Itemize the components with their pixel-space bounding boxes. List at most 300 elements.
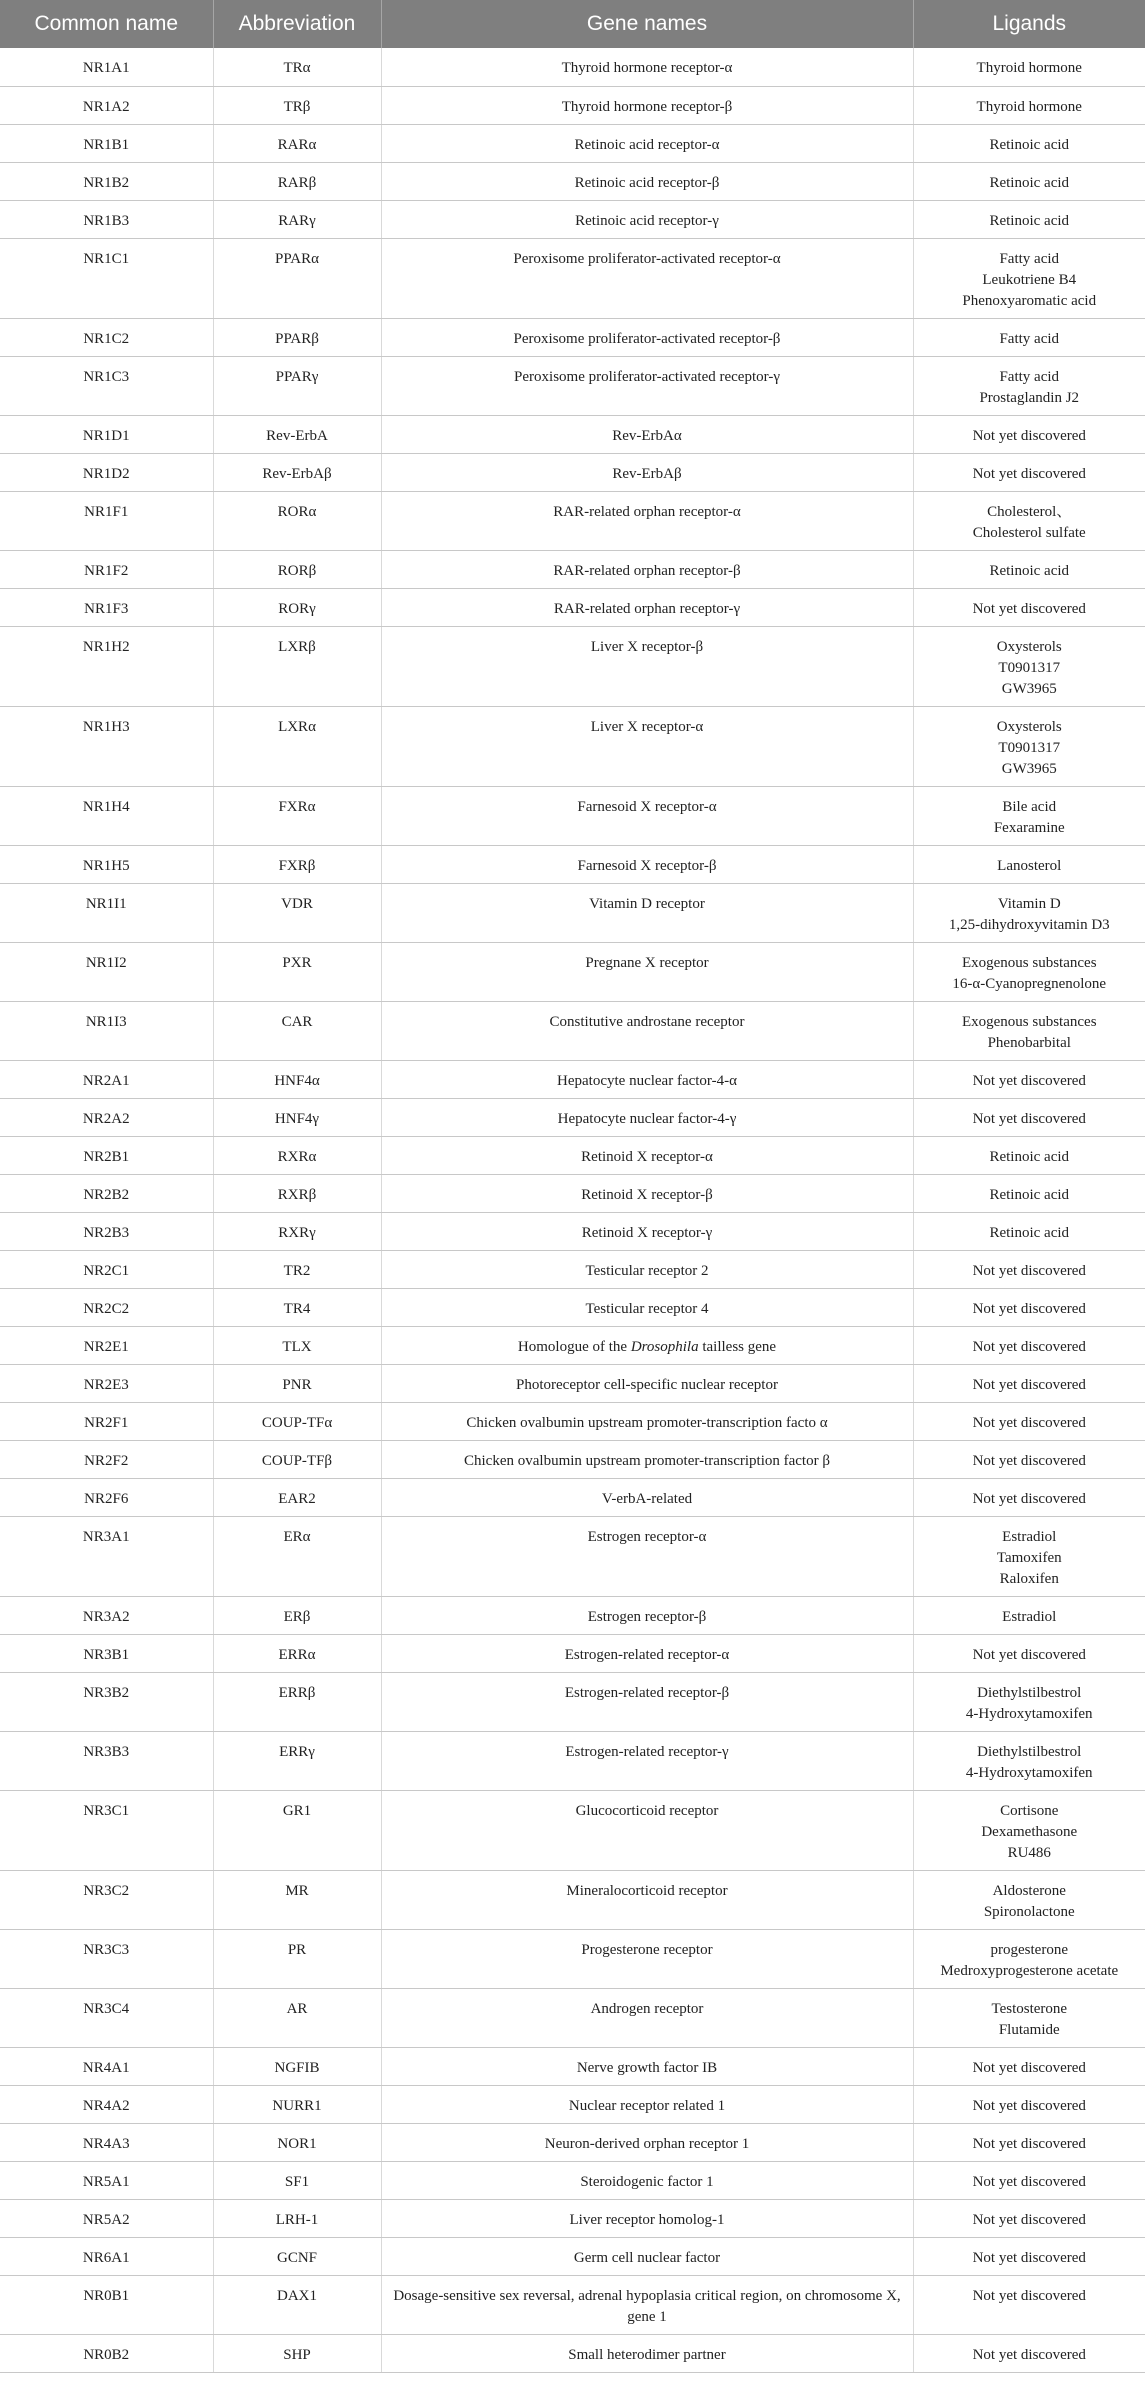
cell-ligands (913, 1731, 1145, 1790)
cell-gene-name: Peroxisome proliferator-activated receptor-α (381, 238, 913, 318)
cell-ligands (913, 1478, 1145, 1516)
cell-abbreviation: LXRβ (213, 626, 381, 706)
cell-common-name: NR2A2 (0, 1098, 213, 1136)
table-row (0, 1790, 1145, 1870)
cell-gene-name: V-erbA-related (381, 1478, 913, 1516)
ligand-line: Medroxyprogesterone acetate (940, 1962, 1119, 1979)
cell-gene-name: Vitamin D receptor (381, 883, 913, 942)
cell-gene-name: RAR-related orphan receptor-α (381, 491, 913, 550)
cell-abbreviation: TRβ (213, 86, 381, 124)
cell-abbreviation: PPARγ (213, 356, 381, 415)
ligand-line: 4-Hydroxytamoxifen (965, 1764, 1093, 1781)
cell-common-name: NR3B1 (0, 1634, 213, 1672)
cell-common-name: NR1I1 (0, 883, 213, 942)
cell-abbreviation: RXRβ (213, 1174, 381, 1212)
ligand-line: Aldosterone (992, 1882, 1066, 1899)
table-row (0, 491, 1145, 550)
cell-gene-name: RAR-related orphan receptor-γ (381, 588, 913, 626)
cell-abbreviation: GR1 (213, 1790, 381, 1870)
cell-ligands (913, 706, 1145, 786)
table-row (0, 706, 1145, 786)
cell-common-name: NR1H4 (0, 786, 213, 845)
cell-ligands (913, 1440, 1145, 1478)
cell-abbreviation: RXRα (213, 1136, 381, 1174)
ligand-line: Phenobarbital (987, 1034, 1071, 1051)
cell-ligands (913, 86, 1145, 124)
cell-abbreviation: COUP-TFα (213, 1402, 381, 1440)
table-row (0, 1326, 1145, 1364)
gene-name-part: Homologue of the (517, 1338, 631, 1355)
ligand-line: Not yet discovered (972, 2135, 1086, 2152)
cell-common-name: NR1C3 (0, 356, 213, 415)
ligand-line: Diethylstilbestrol (977, 1743, 1082, 1760)
table-row (0, 845, 1145, 883)
cell-ligands (913, 1326, 1145, 1364)
cell-common-name: NR1B3 (0, 200, 213, 238)
cell-ligands (913, 2161, 1145, 2199)
cell-ligands (913, 1516, 1145, 1596)
ligand-line: Not yet discovered (972, 1110, 1086, 1127)
header-gene-names: Gene names (381, 0, 913, 48)
cell-gene-name: Estrogen receptor-α (381, 1516, 913, 1596)
ligand-line: Not yet discovered (972, 2173, 1086, 2190)
ligand-line: Not yet discovered (972, 1300, 1086, 1317)
cell-common-name: NR2E1 (0, 1326, 213, 1364)
cell-ligands (913, 238, 1145, 318)
cell-abbreviation: HNF4α (213, 1060, 381, 1098)
cell-gene-name: Neuron-derived orphan receptor 1 (381, 2123, 913, 2161)
ligand-line: Not yet discovered (972, 427, 1086, 444)
cell-abbreviation: DAX1 (213, 2275, 381, 2334)
cell-common-name: NR1F1 (0, 491, 213, 550)
cell-ligands (913, 2275, 1145, 2334)
table-row (0, 48, 1145, 86)
cell-abbreviation: RORβ (213, 550, 381, 588)
cell-ligands (913, 2237, 1145, 2275)
cell-gene-name: Constitutive androstane receptor (381, 1001, 913, 1060)
cell-abbreviation: ERRγ (213, 1731, 381, 1790)
cell-common-name: NR1H5 (0, 845, 213, 883)
table-row (0, 550, 1145, 588)
cell-common-name: NR1B1 (0, 124, 213, 162)
cell-gene-name: Glucocorticoid receptor (381, 1790, 913, 1870)
ligand-line: Spironolactone (983, 1903, 1075, 1920)
cell-gene-name: Farnesoid X receptor-α (381, 786, 913, 845)
table-row (0, 2275, 1145, 2334)
ligand-line: RU486 (1007, 1844, 1051, 1861)
ligand-line: Phenoxyaromatic acid (962, 292, 1097, 309)
cell-abbreviation: FXRα (213, 786, 381, 845)
cell-ligands (913, 1988, 1145, 2047)
cell-abbreviation: RORγ (213, 588, 381, 626)
table-row (0, 1516, 1145, 1596)
table-row (0, 1212, 1145, 1250)
ligand-line: T0901317 (998, 739, 1061, 756)
cell-common-name: NR5A2 (0, 2199, 213, 2237)
cell-common-name: NR1I2 (0, 942, 213, 1001)
cell-abbreviation: Rev-ErbA (213, 415, 381, 453)
cell-gene-name: Chicken ovalbumin upstream promoter-transcription factor β (381, 1440, 913, 1478)
cell-ligands (913, 1174, 1145, 1212)
cell-ligands (913, 453, 1145, 491)
cell-common-name: NR3C3 (0, 1929, 213, 1988)
cell-ligands (913, 2123, 1145, 2161)
table-row (0, 2161, 1145, 2199)
cell-ligands (913, 786, 1145, 845)
table-row (0, 238, 1145, 318)
cell-gene-name: Mineralocorticoid receptor (381, 1870, 913, 1929)
cell-gene-name: Retinoic acid receptor-β (381, 162, 913, 200)
table-row (0, 2123, 1145, 2161)
cell-abbreviation: EAR2 (213, 1478, 381, 1516)
table-row (0, 1402, 1145, 1440)
cell-common-name: NR6A1 (0, 2237, 213, 2275)
ligand-line: Tamoxifen (996, 1549, 1062, 1566)
ligand-line: Fexaramine (993, 819, 1065, 836)
cell-gene-name: Photoreceptor cell-specific nuclear receptor (381, 1364, 913, 1402)
cell-ligands (913, 883, 1145, 942)
table-row (0, 1929, 1145, 1988)
cell-gene-name: Estrogen receptor-β (381, 1596, 913, 1634)
cell-gene-name: Liver X receptor-β (381, 626, 913, 706)
cell-abbreviation: TRα (213, 48, 381, 86)
header-row (0, 0, 1145, 48)
cell-abbreviation: MR (213, 1870, 381, 1929)
table-row (0, 1440, 1145, 1478)
cell-abbreviation: VDR (213, 883, 381, 942)
cell-ligands (913, 550, 1145, 588)
cell-ligands (913, 1288, 1145, 1326)
cell-ligands (913, 1596, 1145, 1634)
ligand-line: Not yet discovered (972, 2097, 1086, 2114)
ligand-line: Retinoic acid (989, 1224, 1070, 1241)
table-row (0, 588, 1145, 626)
cell-gene-name: Dosage-sensitive sex reversal, adrenal hypoplasia critical region, on chromosome X, gene 1 (381, 2275, 913, 2334)
cell-ligands (913, 356, 1145, 415)
header-ligands: Ligands (913, 0, 1145, 48)
ligand-line: Testosterone (991, 2000, 1068, 2017)
cell-gene-name: Liver X receptor-α (381, 706, 913, 786)
cell-common-name: NR3C2 (0, 1870, 213, 1929)
cell-gene-name: Small heterodimer partner (381, 2334, 913, 2372)
table-row (0, 1364, 1145, 1402)
table-row (0, 626, 1145, 706)
cell-ligands (913, 2047, 1145, 2085)
cell-gene-name: Retinoid X receptor-β (381, 1174, 913, 1212)
ligand-line: 1,25-dihydroxyvitamin D3 (948, 916, 1110, 933)
table-row (0, 356, 1145, 415)
table-body (0, 48, 1145, 2372)
table-row (0, 1478, 1145, 1516)
cell-common-name: NR1F2 (0, 550, 213, 588)
cell-common-name: NR1I3 (0, 1001, 213, 1060)
cell-abbreviation: SF1 (213, 2161, 381, 2199)
ligand-line: Thyroid hormone (976, 98, 1082, 115)
cell-abbreviation: TR4 (213, 1288, 381, 1326)
ligand-line: Vitamin D (997, 895, 1061, 912)
table-row (0, 2334, 1145, 2372)
cell-gene-name (381, 1326, 913, 1364)
gene-name-italic: Drosophila (630, 1338, 699, 1355)
cell-abbreviation: RARβ (213, 162, 381, 200)
table-row (0, 942, 1145, 1001)
ligand-line: Not yet discovered (972, 2346, 1086, 2363)
cell-ligands (913, 2334, 1145, 2372)
ligand-line: GW3965 (1001, 680, 1057, 697)
cell-ligands (913, 1250, 1145, 1288)
ligand-line: Fatty acid (999, 368, 1060, 385)
cell-ligands (913, 1672, 1145, 1731)
cell-gene-name: Rev-ErbAα (381, 415, 913, 453)
cell-ligands (913, 200, 1145, 238)
cell-gene-name: Hepatocyte nuclear factor-4-α (381, 1060, 913, 1098)
ligand-line: Oxysterols (996, 718, 1062, 735)
ligand-line: Retinoic acid (989, 1148, 1070, 1165)
cell-abbreviation: RARα (213, 124, 381, 162)
ligand-line: Not yet discovered (972, 1490, 1086, 1507)
cell-gene-name: Retinoic acid receptor-α (381, 124, 913, 162)
ligand-line: Not yet discovered (972, 1414, 1086, 1431)
table-row (0, 1001, 1145, 1060)
cell-abbreviation: NOR1 (213, 2123, 381, 2161)
cell-common-name: NR1F3 (0, 588, 213, 626)
ligand-line: 16-α-Cyanopregnenolone (952, 975, 1107, 992)
table-row (0, 1596, 1145, 1634)
cell-ligands (913, 626, 1145, 706)
ligand-line: progesterone (990, 1941, 1068, 1958)
cell-common-name: NR2B1 (0, 1136, 213, 1174)
table-row (0, 2085, 1145, 2123)
ligand-line: Estradiol (1002, 1528, 1057, 1545)
ligand-line: Fatty acid (999, 250, 1060, 267)
cell-abbreviation: PNR (213, 1364, 381, 1402)
cell-gene-name: Testicular receptor 2 (381, 1250, 913, 1288)
cell-abbreviation: COUP-TFβ (213, 1440, 381, 1478)
cell-common-name: NR2C1 (0, 1250, 213, 1288)
cell-gene-name: Androgen receptor (381, 1988, 913, 2047)
ligand-line: Retinoic acid (989, 1186, 1070, 1203)
table-row (0, 86, 1145, 124)
ligand-line: Retinoic acid (989, 562, 1070, 579)
cell-common-name: NR1D2 (0, 453, 213, 491)
ligand-line: Retinoic acid (989, 212, 1070, 229)
ligand-line: Retinoic acid (989, 136, 1070, 153)
cell-common-name: NR2F6 (0, 1478, 213, 1516)
cell-abbreviation: ERRα (213, 1634, 381, 1672)
cell-gene-name: Germ cell nuclear factor (381, 2237, 913, 2275)
cell-common-name: NR2F1 (0, 1402, 213, 1440)
cell-gene-name: Estrogen-related receptor-β (381, 1672, 913, 1731)
ligand-line: Not yet discovered (972, 2249, 1086, 2266)
cell-gene-name: Steroidogenic factor 1 (381, 2161, 913, 2199)
cell-common-name: NR2C2 (0, 1288, 213, 1326)
ligand-line: 4-Hydroxytamoxifen (965, 1705, 1093, 1722)
ligand-line: Leukotriene B4 (982, 271, 1077, 288)
cell-ligands (913, 845, 1145, 883)
cell-abbreviation: ERβ (213, 1596, 381, 1634)
ligand-line: Raloxifen (999, 1570, 1059, 1587)
table-row (0, 124, 1145, 162)
cell-gene-name: Rev-ErbAβ (381, 453, 913, 491)
cell-gene-name: Testicular receptor 4 (381, 1288, 913, 1326)
cell-ligands (913, 1364, 1145, 1402)
cell-abbreviation: RARγ (213, 200, 381, 238)
table-header (0, 0, 1145, 48)
table-row (0, 1672, 1145, 1731)
cell-gene-name: Estrogen-related receptor-α (381, 1634, 913, 1672)
cell-abbreviation: PXR (213, 942, 381, 1001)
cell-abbreviation: RORα (213, 491, 381, 550)
cell-ligands (913, 1060, 1145, 1098)
cell-abbreviation: PPARβ (213, 318, 381, 356)
table-row (0, 1870, 1145, 1929)
cell-ligands (913, 942, 1145, 1001)
table-row (0, 1731, 1145, 1790)
ligand-line: Oxysterols (996, 638, 1062, 655)
header-common-name: Common name (0, 0, 213, 48)
cell-ligands (913, 1870, 1145, 1929)
cell-ligands (913, 588, 1145, 626)
table-row (0, 162, 1145, 200)
cell-gene-name: Thyroid hormone receptor-α (381, 48, 913, 86)
cell-gene-name: Farnesoid X receptor-β (381, 845, 913, 883)
cell-abbreviation: PPARα (213, 238, 381, 318)
cell-ligands (913, 1402, 1145, 1440)
ligand-line: Not yet discovered (972, 2211, 1086, 2228)
ligand-line: Cholesterol sulfate (972, 524, 1086, 541)
table-row (0, 1250, 1145, 1288)
ligand-line: Not yet discovered (972, 1072, 1086, 1089)
cell-abbreviation: ERRβ (213, 1672, 381, 1731)
ligand-line: Flutamide (998, 2021, 1060, 2038)
cell-gene-name: Nuclear receptor related 1 (381, 2085, 913, 2123)
cell-abbreviation: NGFIB (213, 2047, 381, 2085)
cell-common-name: NR3C4 (0, 1988, 213, 2047)
ligand-line: GW3965 (1001, 760, 1057, 777)
cell-common-name: NR3C1 (0, 1790, 213, 1870)
cell-gene-name: Chicken ovalbumin upstream promoter-transcription facto α (381, 1402, 913, 1440)
table-row (0, 200, 1145, 238)
cell-ligands (913, 2085, 1145, 2123)
ligand-line: Not yet discovered (972, 1452, 1086, 1469)
cell-common-name: NR3A1 (0, 1516, 213, 1596)
cell-abbreviation: HNF4γ (213, 1098, 381, 1136)
cell-common-name: NR0B2 (0, 2334, 213, 2372)
cell-gene-name: Hepatocyte nuclear factor-4-γ (381, 1098, 913, 1136)
ligand-line: Diethylstilbestrol (977, 1684, 1082, 1701)
ligand-line: Dexamethasone (981, 1823, 1078, 1840)
cell-common-name: NR1H2 (0, 626, 213, 706)
ligand-line: Not yet discovered (972, 465, 1086, 482)
cell-abbreviation: ERα (213, 1516, 381, 1596)
cell-ligands (913, 124, 1145, 162)
cell-abbreviation: AR (213, 1988, 381, 2047)
cell-common-name: NR1C1 (0, 238, 213, 318)
cell-abbreviation: SHP (213, 2334, 381, 2372)
cell-abbreviation: TLX (213, 1326, 381, 1364)
ligand-line: Cholesterol、 (987, 503, 1072, 520)
cell-common-name: NR3B3 (0, 1731, 213, 1790)
cell-common-name: NR1A1 (0, 48, 213, 86)
ligand-line: Not yet discovered (972, 1646, 1086, 1663)
table-row (0, 1060, 1145, 1098)
ligand-line: Not yet discovered (972, 1376, 1086, 1393)
table-row (0, 2047, 1145, 2085)
ligand-line: Exogenous substances (961, 954, 1097, 971)
cell-ligands (913, 1790, 1145, 1870)
cell-gene-name: Pregnane X receptor (381, 942, 913, 1001)
table-row (0, 1136, 1145, 1174)
cell-gene-name: Retinoic acid receptor-γ (381, 200, 913, 238)
table-row (0, 318, 1145, 356)
ligand-line: Prostaglandin J2 (979, 389, 1080, 406)
cell-gene-name: Nerve growth factor IB (381, 2047, 913, 2085)
table-row (0, 883, 1145, 942)
cell-gene-name: Thyroid hormone receptor-β (381, 86, 913, 124)
cell-ligands (913, 48, 1145, 86)
cell-gene-name: Progesterone receptor (381, 1929, 913, 1988)
table-row (0, 415, 1145, 453)
cell-abbreviation: Rev-ErbAβ (213, 453, 381, 491)
cell-common-name: NR4A1 (0, 2047, 213, 2085)
cell-gene-name: Estrogen-related receptor-γ (381, 1731, 913, 1790)
header-abbreviation: Abbreviation (213, 0, 381, 48)
cell-common-name: NR2A1 (0, 1060, 213, 1098)
cell-ligands (913, 1929, 1145, 1988)
ligand-line: Not yet discovered (972, 2287, 1086, 2304)
cell-gene-name: Retinoid X receptor-α (381, 1136, 913, 1174)
cell-common-name: NR4A2 (0, 2085, 213, 2123)
cell-common-name: NR2B3 (0, 1212, 213, 1250)
cell-common-name: NR1B2 (0, 162, 213, 200)
cell-abbreviation: FXRβ (213, 845, 381, 883)
cell-abbreviation: RXRγ (213, 1212, 381, 1250)
cell-abbreviation: TR2 (213, 1250, 381, 1288)
cell-abbreviation: PR (213, 1929, 381, 1988)
ligand-line: Not yet discovered (972, 1262, 1086, 1279)
cell-common-name: NR1D1 (0, 415, 213, 453)
cell-abbreviation: CAR (213, 1001, 381, 1060)
cell-ligands (913, 1212, 1145, 1250)
cell-common-name: NR3A2 (0, 1596, 213, 1634)
ligand-line: Estradiol (1002, 1608, 1057, 1625)
ligand-line: Lanosterol (997, 857, 1062, 874)
ligand-line: Not yet discovered (972, 2059, 1086, 2076)
cell-common-name: NR2B2 (0, 1174, 213, 1212)
ligand-line: Exogenous substances (961, 1013, 1097, 1030)
cell-common-name: NR4A3 (0, 2123, 213, 2161)
cell-gene-name: Peroxisome proliferator-activated receptor-γ (381, 356, 913, 415)
table-row (0, 1634, 1145, 1672)
cell-ligands (913, 1098, 1145, 1136)
cell-abbreviation: LRH-1 (213, 2199, 381, 2237)
table-row (0, 2237, 1145, 2275)
cell-ligands (913, 318, 1145, 356)
cell-ligands (913, 415, 1145, 453)
table-row (0, 1174, 1145, 1212)
table-row (0, 453, 1145, 491)
cell-abbreviation: GCNF (213, 2237, 381, 2275)
cell-ligands (913, 1136, 1145, 1174)
cell-common-name: NR0B1 (0, 2275, 213, 2334)
cell-common-name: NR1H3 (0, 706, 213, 786)
cell-common-name: NR1C2 (0, 318, 213, 356)
cell-ligands (913, 162, 1145, 200)
cell-ligands (913, 1634, 1145, 1672)
table-row (0, 786, 1145, 845)
cell-gene-name: RAR-related orphan receptor-β (381, 550, 913, 588)
cell-gene-name: Peroxisome proliferator-activated receptor-β (381, 318, 913, 356)
